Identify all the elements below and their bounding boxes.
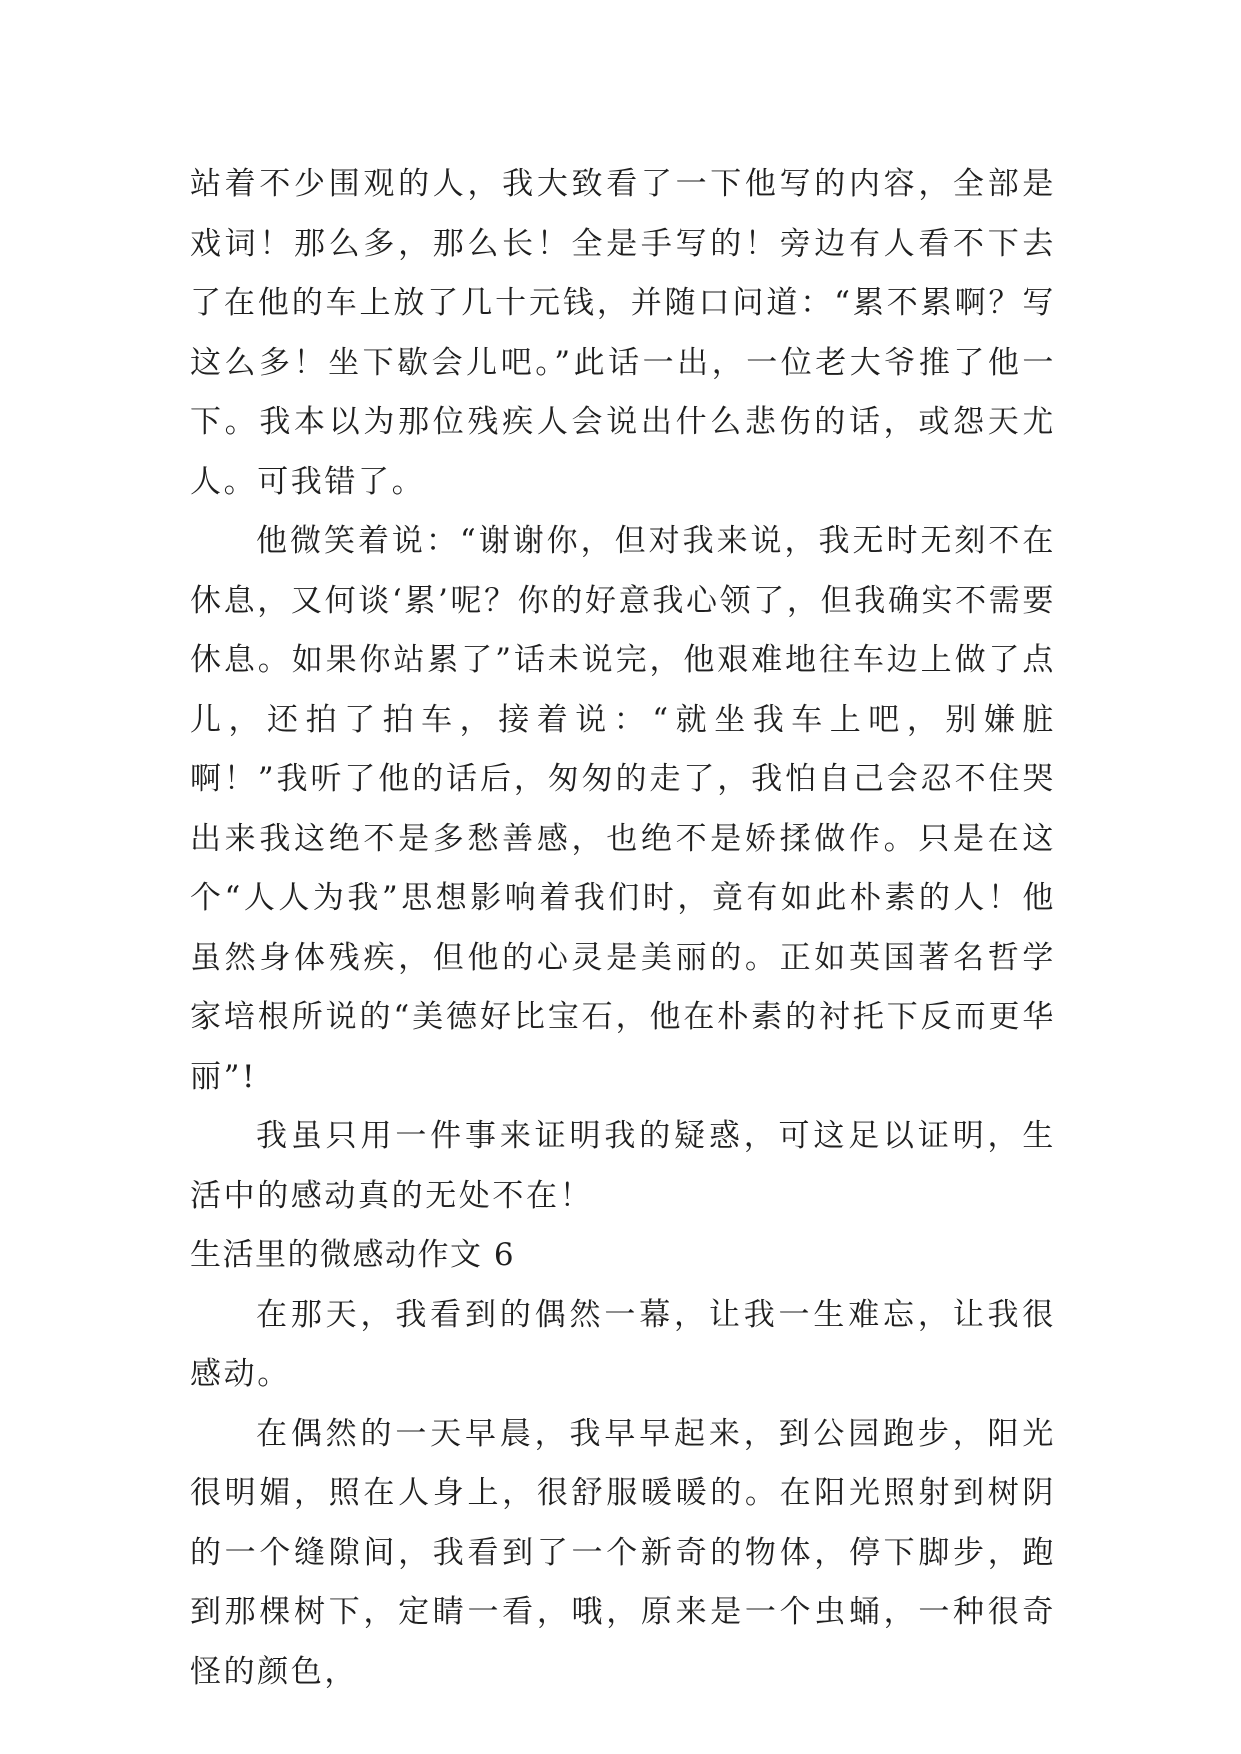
paragraph-conclusion: 我虽只用一件事来证明我的疑惑，可这足以证明，生活中的感动真的无处不在！ [190,1118,1056,1214]
section-heading: 生活里的微感动作文 6 [190,1237,516,1273]
document-body [190,155,1056,1702]
paragraph-intro: 在那天，我看到的偶然一幕，让我一生难忘，让我很感动。 [190,1296,1056,1392]
paragraph-continuation: 站着不少围观的人，我大致看了一下他写的内容，全部是戏词！那么多，那么长！全是手写的！旁边有人看不下去了在他的车上放了几十元钱，并随口问道：“累不累啊？写这么多！坐下歇会儿吧。”此话一出，一位老大爷推了他一下。我本以为那位残疾人会说出什么悲伤的话，或怨天尤人。可我错了。 [190,166,1056,500]
paragraph-response: 他微笑着说：“谢谢你，但对我来说，我无时无刻不在休息，又何谈‘累’呢？你的好意我心领了，但我确实不需要休息。如果你站累了”话未说完，他艰难地往车边上做了点儿，还拍了拍车，接着说：“就坐我车上吧，别嫌脏啊！”我听了他的话后，匆匆的走了，我怕自己会忍不住哭出来我这绝不是多愁善感，也绝不是娇揉做作。只是在这个“人人为我”思想影响着我们时，竟有如此朴素的人！他虽然身体残疾，但他的心灵是美丽的。正如英国著名哲学家培根所说的“美德好比宝石，他在朴素的衬托下反而更华丽”! [190,523,1056,1095]
paragraph-morning: 在偶然的一天早晨，我早早起来，到公园跑步，阳光很明媚，照在人身上，很舒服暖暖的。在阳光照射到树阴的一个缝隙间，我看到了一个新奇的物体，停下脚步，跑到那棵树下，定睛一看，哦，原来是一个虫蛹，一种很奇怪的颜色， [190,1415,1056,1690]
